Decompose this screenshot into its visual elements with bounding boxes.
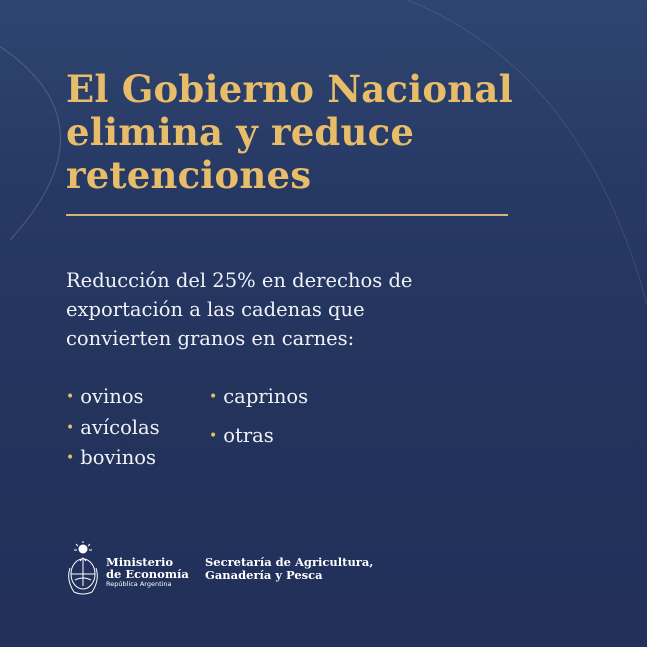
intro-text: Reducción del 25% en derechos de exportación a las cadenas que convierten granos en carnes: [66,269,413,350]
bullet-icon: • [66,450,75,466]
secretariat-name: Secretaría de Agricultura, Ganadería y Pesca [205,555,374,582]
list-left [66,383,160,475]
argentina-coat-of-arms-icon [66,540,100,598]
bullet-icon: • [209,427,218,444]
bullet-icon: • [66,419,75,436]
list-item: • bovinos [66,446,157,469]
divider [66,214,508,216]
list-item: • caprinos [209,385,309,408]
list-item: • avícolas [66,415,160,439]
bullet-icon: • [209,389,218,405]
ministry-name: Ministerio de Economía República Argentina [106,555,189,588]
headline: El Gobierno Nacional elimina y reduce retenciones [66,67,513,197]
bullet-icon: • [66,389,75,405]
list-item: • otras [209,423,274,447]
list-right [209,383,308,452]
list-item: • ovinos [66,385,144,408]
